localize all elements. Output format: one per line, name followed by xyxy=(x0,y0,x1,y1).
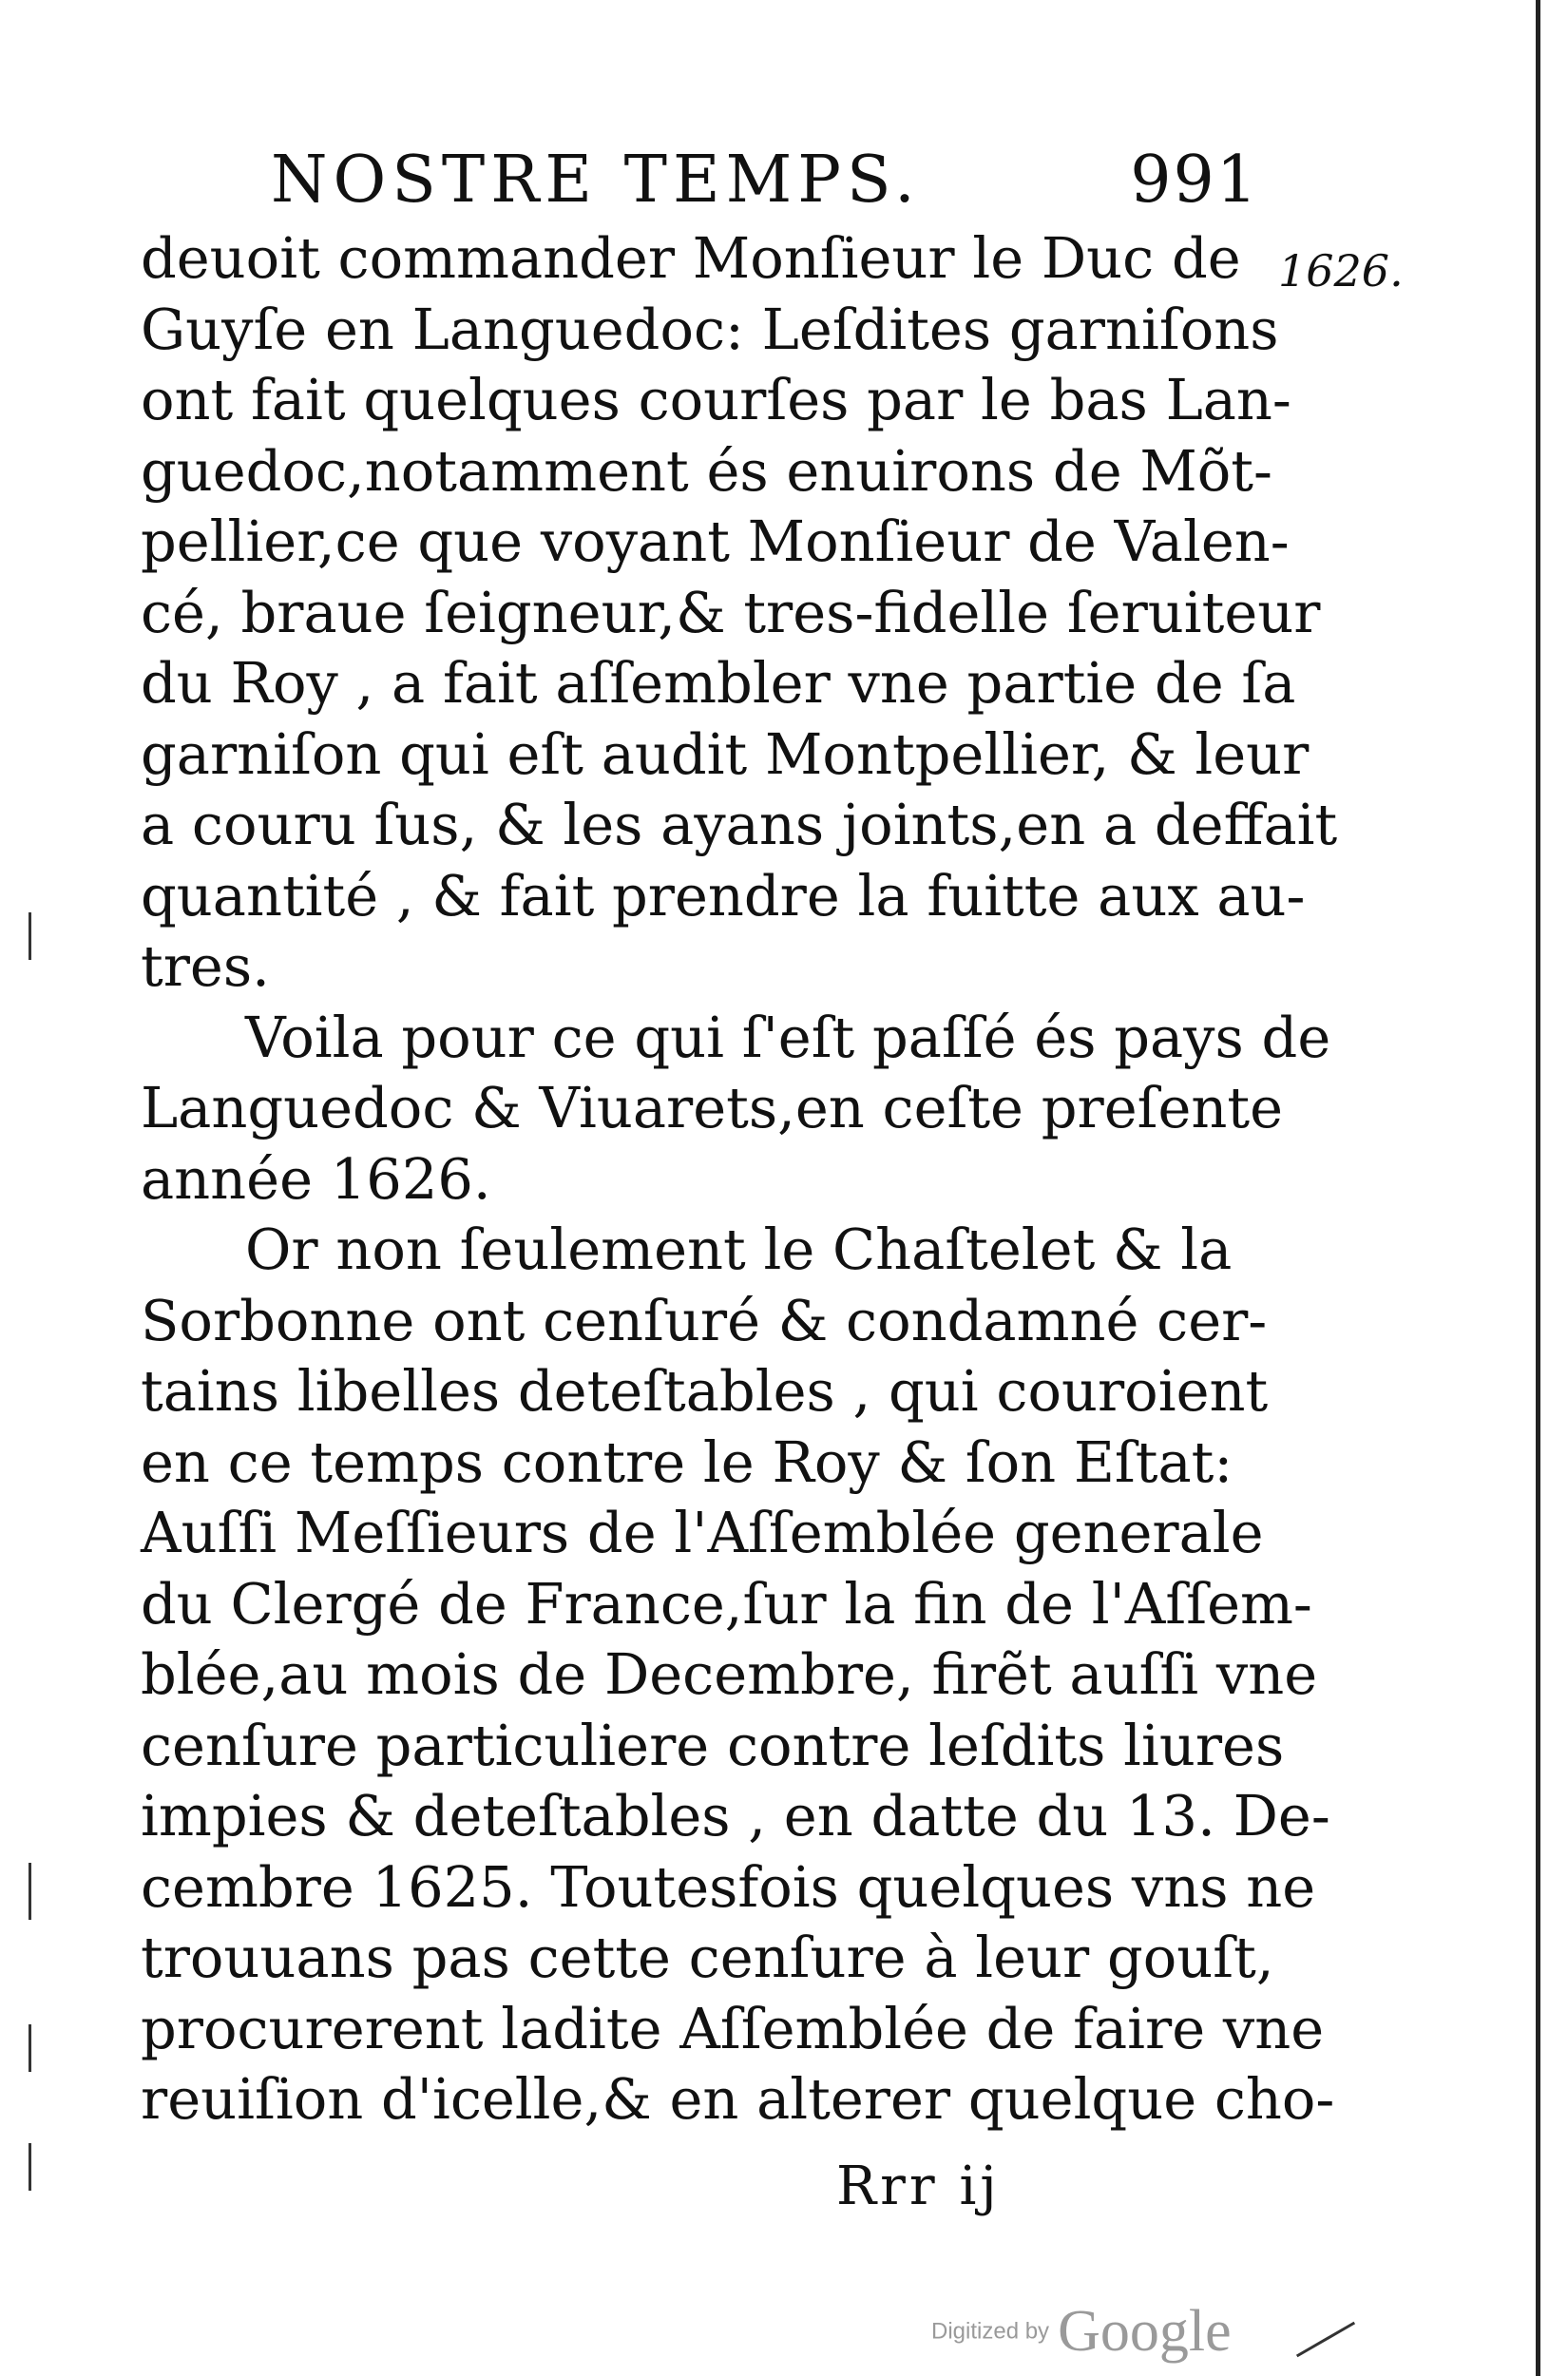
text-line: reuiſion d'icelle,& en alterer quelque cho- xyxy=(141,2066,1335,2132)
digitized-watermark xyxy=(931,2298,1232,2366)
scan-mark xyxy=(29,2143,31,2191)
margin-year-note: 1626. xyxy=(1278,245,1404,297)
text-line: tres. xyxy=(141,933,270,999)
text-line: Languedoc & Viuarets,en ceſte preſente xyxy=(141,1075,1283,1140)
text-line: du Roy , a fait aſſembler vne partie de ſa xyxy=(141,650,1296,716)
text-line: pellier,ce que voyant Monſieur de Valen- xyxy=(141,508,1290,574)
running-title: NOSTRE TEMPS. xyxy=(271,143,921,218)
text-line: Voila pour ce qui ſ'eſt paſſé és pays de xyxy=(245,1004,1331,1070)
scan-mark xyxy=(29,2024,31,2072)
text-line: tains libelles deteſtables , qui couroient xyxy=(141,1358,1269,1424)
text-line: du Clergé de France,ſur la fin de l'Aſſem- xyxy=(141,1570,1312,1637)
text-line: impies & deteſtables , en datte du 13. De- xyxy=(141,1783,1330,1849)
text-line: Or non ſeulement le Chaſtelet & la xyxy=(245,1217,1233,1282)
watermark-prefix: Digitized by xyxy=(931,2318,1050,2345)
page-number: 991 xyxy=(1130,143,1259,218)
text-line: trouuans pas cette cenſure à leur gouſt, xyxy=(141,1925,1274,1990)
watermark-brand: Google xyxy=(1058,2299,1232,2364)
text-line: Sorbonne ont cenſuré & condamné cer- xyxy=(141,1287,1268,1353)
text-line: ont fait quelques courſes par le bas Lan- xyxy=(141,367,1291,432)
text-line: quantité , & fait prendre la fuitte aux au- xyxy=(141,862,1306,929)
text-line: blée,au mois de Decembre, firẽt auſſi vne xyxy=(141,1641,1318,1707)
text-line: année 1626. xyxy=(141,1145,491,1212)
text-line: cembre 1625. Toutesfois quelques vns ne xyxy=(141,1853,1316,1920)
running-header xyxy=(233,143,1259,219)
signature-mark: Rrr ij xyxy=(836,2156,1001,2217)
text-line: cé, braue ſeigneur,& tres-fidelle ſeruiteur xyxy=(141,579,1321,645)
text-line: procurerent ladite Aſſemblée de faire vne xyxy=(141,1995,1325,2061)
text-line: guedoc,notamment és enuirons de Mõt- xyxy=(141,437,1272,504)
text-line: Guyſe en Languedoc: Leſdites garniſons xyxy=(141,296,1279,362)
scan-mark xyxy=(1296,2322,1355,2358)
text-line: Auſſi Meſſieurs de l'Aſſemblée generale xyxy=(141,1500,1264,1565)
body-text xyxy=(141,223,1338,2136)
text-line: cenſure particuliere contre leſdits liures xyxy=(141,1712,1285,1778)
text-line: deuoit commander Monſieur le Duc de xyxy=(141,225,1241,291)
text-line: en ce temps contre le Roy & ſon Eſtat: xyxy=(141,1428,1233,1495)
page-edge-rule xyxy=(1536,0,1540,2376)
scan-mark xyxy=(29,1863,31,1920)
scan-mark xyxy=(29,912,31,960)
text-line: garniſon qui eſt audit Montpellier, & leur xyxy=(141,720,1310,787)
text-line: a couru ſus, & les ayans joints,en a deffait xyxy=(141,792,1338,857)
